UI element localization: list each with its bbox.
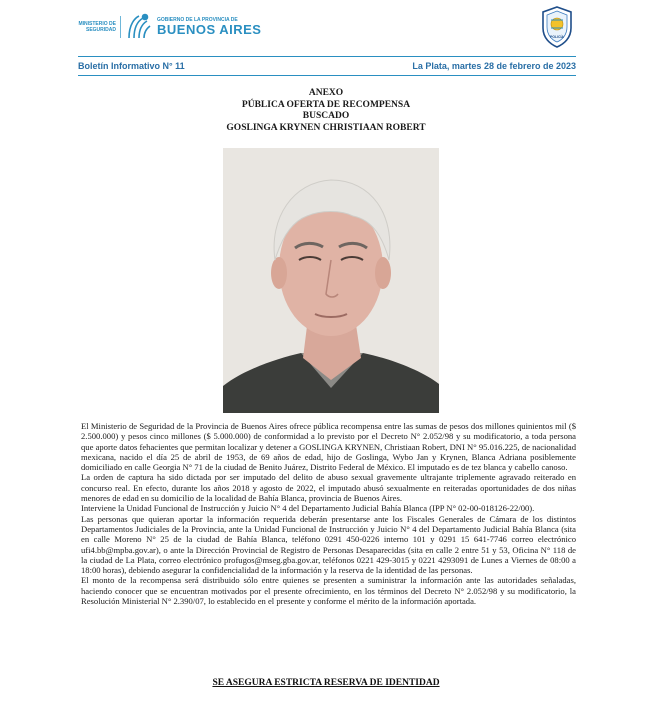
identity-reserve-notice: SE ASEGURA ESTRICTA RESERVA DE IDENTIDAD [212,678,440,688]
bulletin-date: La Plata, martes 28 de febrero de 2023 [412,61,576,71]
government-label: GOBIERNO DE LA PROVINCIA DE [157,17,238,23]
province-emblem-icon [125,12,153,42]
province-name: BUENOS AIRES [157,22,262,37]
paragraph-reward-distribution: El monto de la recompensa será distribuido sólo entre quienes se presenten a suministrar la información ante las autoridades señaladas, haciendo conocer que se encuentran motivados por el presente ofrecimiento, en los términos del Decreto N° 2.052/98 y su modificatorio, la Resolución Ministerial N° 2.390/07, lo establecido en el presente y conforme el mérito de la información aportada. [81,575,576,607]
paragraph-reward-offer: El Ministerio de Seguridad de la Provincia de Buenos Aires ofrece pública recompensa entre las sumas de pesos dos millones quinientos mil ($ 2.500.000) y pesos cinco millones ($ 5.000.000) de conformidad a lo previsto por el Decreto N° 2.052/98 y su modificatorio, a toda persona que aporte datos fehacientes que permitan localizar y detener a GOSLINGA KRYNEN, Christiaan Robert, DNI N° 95.016.225, de nacionalidad mexicana, nacido el día 25 de abril de 1953, de 69 años de edad, hijo de Goslinga, Wybo Jan y Krynen, Blanca Adriana posiblemente domiciliado en calle Georgia N° 71 de la ciudad de Benito Juárez, Distrito Federal de México. El imputado es de tez blanca y cabello canoso. [81,421,576,473]
title-suspect-name: GOSLINGA KRYNEN CHRISTIAAN ROBERT [226,122,426,133]
paragraph-contact-info: Las personas que quieran aportar la información requerida deberán presentarse ante los Fiscales Generales de Cámara de los distintos Departamentos Judiciales de la Provincia, ante la Unidad Funcional de Instrucción y Juicio N° 4 del Departamento Judicial Bahía Blanca (sita en calle Moreno N° 25 de la ciudad de Bahía Blanca, teléfono 0291 450-0226 interno 101 y 0291 15 641-7746 correo electrónico ufi4.bb@mpba.gov.ar), o ante la Dirección Provincial de Registro de Personas Desaparecidas (sita en calle 2 entre 51 y 53, Oficina N° 118 de la ciudad de La Plata, correo electrónico profugos@mseg.gba.gov.ar, teléfonos 0221 429-3015 y 0221 4293091 de Lunes a Viernes de 08:00 a 18:00 horas), debiendo asegurar la confidencialidad de la información y la reserva de la identidad de las personas. [81,513,576,576]
paragraph-court-unit: Interviene la Unidad Funcional de Instrucción y Juicio N° 4 del Departamento Judicial Bahía Blanca (IPP N° 02-00-018126-22/00). [81,503,535,514]
title-reward-offer: PÚBLICA OFERTA DE RECOMPENSA [241,99,411,110]
police-badge-label: POLICÍA [550,35,564,39]
bulletin-bar [78,56,576,76]
logo-divider [120,16,121,38]
bulletin-number: Boletín Informativo N° 11 [78,61,185,71]
suspect-photo [223,148,439,413]
ministry-label: MINISTERIO DE SEGURIDAD [78,21,116,33]
paragraph-charges: La orden de captura ha sido dictada por ser imputado del delito de abuso sexual gravemente ultrajante triplemente agravado reiterado en concurso real. En efecto, durante los años 2018 y agosto de 2022, el imputado abusó sexualmente en reiteradas oportunidades de dos niñas menores de edad en su domicilio de la localidad de Bahía Blanca, provincia de Buenos Aires. [81,472,576,504]
document-header [0,0,652,56]
government-logo [78,12,261,42]
notice-titles [0,88,652,134]
title-wanted: BUSCADO [302,111,350,121]
police-badge-icon [541,6,573,48]
notice-body [81,421,576,606]
title-annex: ANEXO [308,88,344,98]
